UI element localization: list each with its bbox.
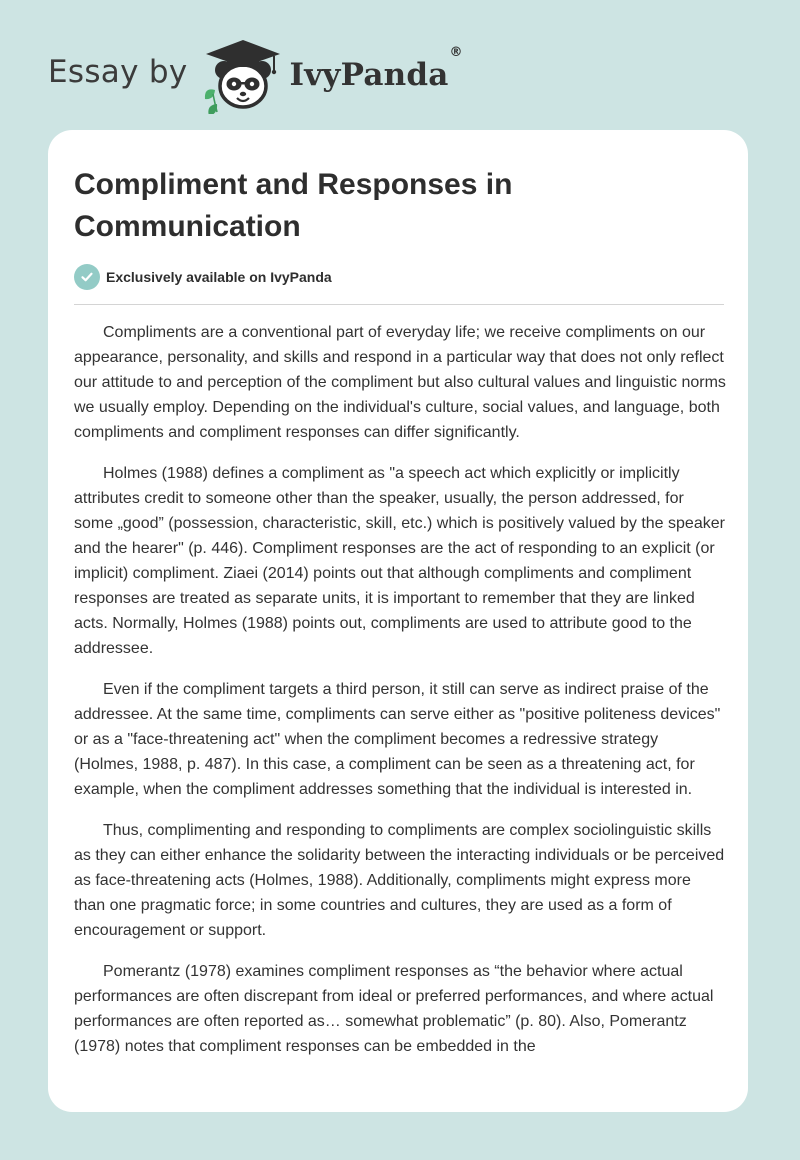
paragraph: Even if the compliment targets a third person, it still can serve as indirect praise of the addressee. At the same time, compliments can serve either as "positive politeness devices" or as a "face-threatening act" when the compliment becomes a redressive strategy (Holmes, 1988, p. 487). In this case, a compliment can be seen as a threatening act, for example, when the compliment addresses something that the individual is interested in. bbox=[74, 681, 721, 798]
badge-text: Exclusively available on IvyPanda bbox=[106, 269, 332, 285]
essay-card bbox=[48, 130, 748, 1112]
paragraph: Holmes (1988) defines a compliment as "a speech act which explicitly or implicitly attributes credit to someone other than the speaker, usually, the person addressed, for some „good” (possession, characteristic, skill, etc.) which is positively valued by the speaker and the hearer" (p. 446). Compliment responses are the act of responding to an explicit (or implicit) compliment. Ziaei (2014) points out that although compliments and compliment responses are treated as separate units, it is important to remember that they are linked acts. Normally, Holmes (1988) points out, compliments are used to attribute good to the addressee. bbox=[74, 465, 725, 657]
brand-name: IvyPanda® bbox=[289, 45, 463, 93]
essay-body bbox=[74, 320, 726, 1075]
site-header-logo[interactable] bbox=[48, 34, 463, 114]
registered-mark: ® bbox=[449, 45, 463, 60]
paragraph: Pomerantz (1978) examines compliment responses as “the behavior where actual performances are often discrepant from ideal or preferred performances, and where actual performances are often reported as… somewhat problematic” (p. 80). Also, Pomerantz (1978) notes that compliment responses can be embedded in the bbox=[74, 963, 714, 1055]
panda-logo-icon bbox=[200, 34, 286, 114]
check-icon bbox=[74, 264, 100, 290]
exclusive-badge bbox=[74, 264, 332, 290]
page-title: Compliment and Responses in Communication bbox=[74, 168, 513, 243]
brand-prefix: Essay by bbox=[48, 54, 188, 90]
paragraph: Compliments are a conventional part of everyday life; we receive compliments on our appearance, personality, and skills and respond in a particular way that does not only reflect our attitude to and perception of the compliment but also cultural values and linguistic norms we usually employ. Depending on the individual's culture, social values, and language, both compliments and compliment responses can differ significantly. bbox=[74, 324, 726, 441]
paragraph: Thus, complimenting and responding to compliments are complex sociolinguistic skills as they can either enhance the solidarity between the interacting individuals or be perceived as face-threatening acts (Holmes, 1988). Additionally, compliments might express more than one pragmatic force; in some countries and cultures, they are used as a form of encouragement or support. bbox=[74, 822, 725, 939]
divider bbox=[74, 304, 724, 305]
